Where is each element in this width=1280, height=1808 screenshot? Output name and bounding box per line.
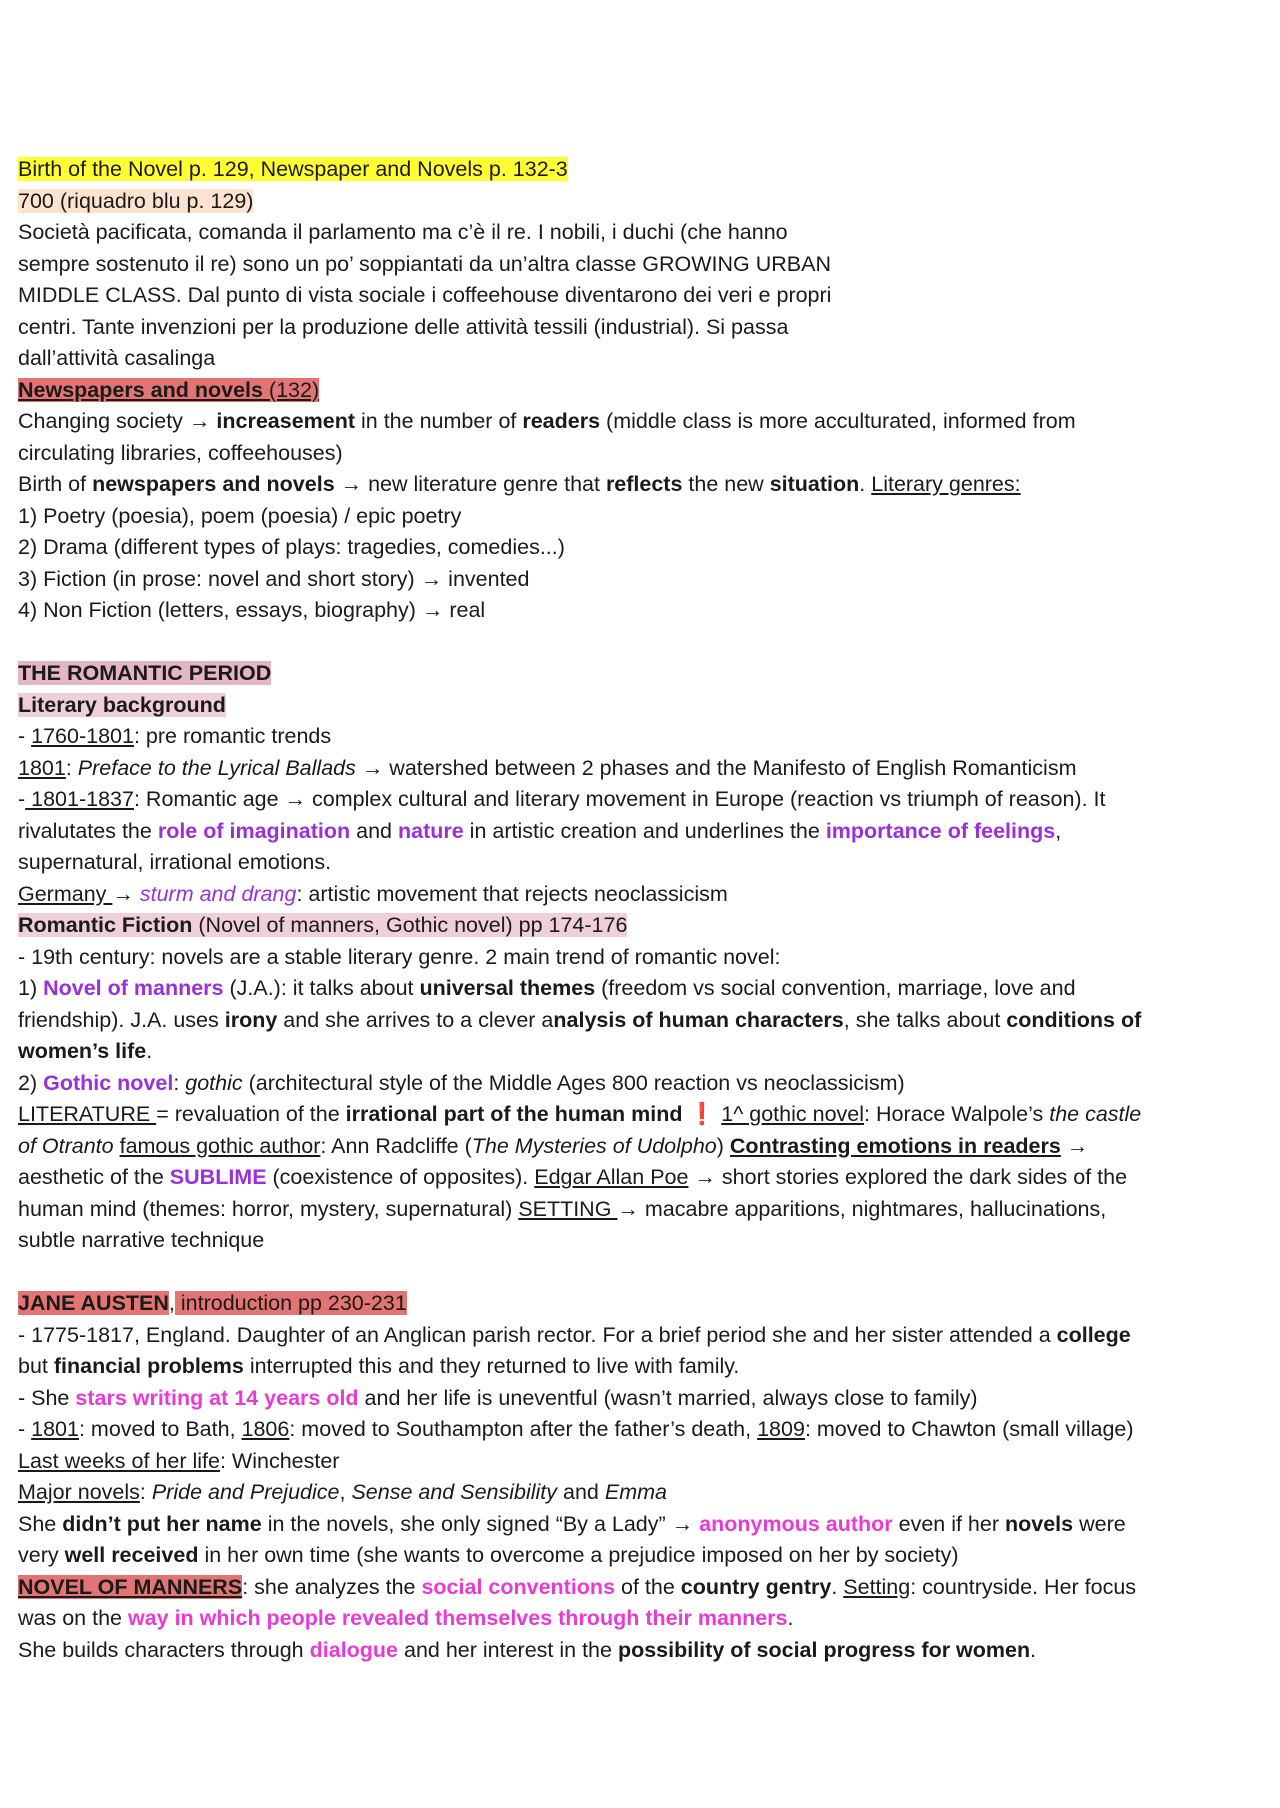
birth-line-2: sempre sostenuto il re) sono un po’ soppiantati da un’altra classe GROWING URBAN bbox=[18, 251, 831, 276]
austen-line-10 bbox=[18, 1603, 1268, 1635]
bold-text: situation bbox=[769, 472, 860, 496]
austen-line-8 bbox=[18, 1540, 1268, 1572]
newspapers-heading-text: Newspapers and novels bbox=[18, 377, 263, 402]
text: of the bbox=[615, 1574, 681, 1599]
gothic-line-2 bbox=[18, 1099, 1268, 1131]
birth-line-1: Società pacificata, comanda il parlamento ma c’è il re. I nobili, i duchi (che hanno bbox=[18, 220, 788, 244]
text: very bbox=[18, 1543, 65, 1567]
novel-of-manners-heading: NOVEL OF MANNERS bbox=[18, 1574, 243, 1599]
text: - bbox=[18, 724, 32, 748]
text: in her own time (she wants to overcome a prejudice imposed on her by society) bbox=[198, 1543, 959, 1567]
text: human mind (themes: horror, mystery, supernatural) bbox=[18, 1196, 519, 1221]
text: → watershed between 2 phases and the Manifesto of English Romanticism bbox=[355, 755, 1077, 780]
austen-line-1 bbox=[18, 1320, 1268, 1352]
birth-subtitle-line bbox=[18, 186, 1268, 218]
underlined-text: Last weeks of her life bbox=[18, 1448, 220, 1473]
bold-text: newspapers and novels bbox=[92, 472, 335, 496]
text: : pre romantic trends bbox=[133, 724, 332, 748]
underlined-text: 1801 bbox=[18, 755, 66, 780]
spacer bbox=[18, 627, 1268, 659]
text: but bbox=[18, 1354, 54, 1378]
literary-background-heading: Literary background bbox=[18, 692, 226, 717]
romantic-line-6 bbox=[18, 879, 1268, 911]
text: and she arrives to a clever a bbox=[277, 1007, 554, 1032]
purple-text: Gothic novel bbox=[43, 1070, 174, 1095]
text: : moved to Southampton after the father’s death, bbox=[289, 1417, 758, 1441]
gothic-line-5 bbox=[18, 1194, 1268, 1226]
text: . bbox=[1030, 1637, 1037, 1662]
bold-text: possibility of social progress for women bbox=[617, 1637, 1031, 1662]
romantic-heading-line bbox=[18, 658, 1268, 690]
text: rivalutates the bbox=[18, 818, 158, 843]
austen-line-6 bbox=[18, 1477, 1268, 1509]
bold-underlined-text: Contrasting emotions in readers bbox=[729, 1133, 1061, 1158]
bold-text: readers bbox=[522, 409, 601, 433]
text: : she analyzes the bbox=[242, 1574, 422, 1599]
underlined-text: SETTING bbox=[518, 1196, 618, 1221]
bold-text: conditions of bbox=[1006, 1007, 1142, 1032]
underlined-text: 1809 bbox=[757, 1417, 805, 1441]
austen-line-5 bbox=[18, 1446, 1268, 1478]
bold-text: didn’t put her name bbox=[62, 1511, 262, 1536]
text: the new bbox=[682, 472, 770, 496]
italic-text: Emma bbox=[604, 1480, 667, 1504]
text: and bbox=[557, 1480, 605, 1504]
birth-title-line bbox=[18, 154, 1268, 186]
literary-background-line bbox=[18, 690, 1268, 722]
text: (J.A.): it talks about bbox=[223, 976, 420, 1000]
italic-text: the castle bbox=[1049, 1102, 1142, 1126]
text: were bbox=[1073, 1511, 1126, 1536]
text: . bbox=[146, 1039, 153, 1063]
underlined-text: Literary genres: bbox=[871, 472, 1021, 496]
text: → short stories explored the dark sides of the bbox=[688, 1165, 1128, 1189]
austen-line-4 bbox=[18, 1414, 1268, 1446]
romantic-line-2 bbox=[18, 753, 1268, 785]
purple-italic-text: sturm and drang bbox=[139, 881, 297, 906]
underlined-text: LITERATURE bbox=[18, 1102, 157, 1126]
bold-text: increasement bbox=[216, 409, 356, 433]
magenta-text: dialogue bbox=[309, 1637, 399, 1662]
text: : bbox=[173, 1070, 186, 1095]
text: Changing society → bbox=[18, 409, 217, 433]
underlined-text: Setting bbox=[843, 1574, 911, 1599]
romantic-line-4 bbox=[18, 816, 1268, 848]
underlined-text: Major novels bbox=[18, 1480, 140, 1504]
text: : Ann Radcliffe ( bbox=[320, 1133, 472, 1158]
birth-title: Birth of the Novel p. 129, Newspaper and Novels p. 132-3 bbox=[18, 157, 568, 181]
underlined-text: 1801 bbox=[31, 1417, 79, 1441]
text: and her life is uneventful (wasn’t married, always close to family) bbox=[358, 1385, 978, 1410]
text: even if her bbox=[892, 1511, 1005, 1536]
bold-text: reflects bbox=[605, 472, 683, 496]
gothic-line-6: subtle narrative technique bbox=[18, 1228, 265, 1252]
text: → bbox=[112, 881, 140, 906]
text: : countryside. Her focus bbox=[910, 1574, 1137, 1599]
austen-intro: introduction pp 230-231 bbox=[174, 1291, 407, 1315]
text: Birth of bbox=[18, 472, 93, 496]
bold-text: college bbox=[1056, 1322, 1131, 1347]
text: . bbox=[831, 1574, 844, 1599]
magenta-text: anonymous author bbox=[699, 1511, 893, 1536]
birth-line-4: centri. Tante invenzioni per la produzione delle attività tessili (industrial). Si passa bbox=[18, 314, 789, 339]
text: ) bbox=[716, 1133, 730, 1158]
bold-text: irrational part of the human mind bbox=[345, 1102, 683, 1126]
austen-line-7 bbox=[18, 1509, 1268, 1541]
italic-text: Sense and Sensibility bbox=[351, 1480, 558, 1504]
austen-heading: JANE AUSTEN bbox=[18, 1291, 169, 1315]
text: = revaluation of the bbox=[156, 1102, 346, 1126]
text: friendship). J.A. uses bbox=[18, 1007, 225, 1032]
text: She bbox=[18, 1511, 63, 1536]
gothic-line-3 bbox=[18, 1131, 1268, 1163]
text: - bbox=[18, 1417, 32, 1441]
italic-text: The Mysteries of Udolpho bbox=[471, 1133, 717, 1158]
text: : Horace Walpole’s bbox=[864, 1102, 1050, 1126]
bold-text: universal themes bbox=[419, 976, 596, 1000]
text: 1) bbox=[18, 976, 44, 1000]
bold-text: nalysis of human characters bbox=[553, 1007, 844, 1032]
romantic-line-3 bbox=[18, 784, 1268, 816]
text: 2) bbox=[18, 1070, 44, 1095]
genre-item: 3) Fiction (in prose: novel and short story) → invented bbox=[18, 566, 530, 591]
text: She builds characters through bbox=[18, 1637, 310, 1662]
gothic-line-1 bbox=[18, 1068, 1268, 1100]
text: - She bbox=[18, 1385, 76, 1410]
genre-item: 1) Poetry (poesia), poem (poesia) / epic poetry bbox=[18, 503, 462, 528]
purple-text: nature bbox=[397, 818, 464, 843]
text: , bbox=[168, 1291, 175, 1315]
text: . bbox=[787, 1606, 794, 1630]
italic-text: Preface to the Lyrical Ballads bbox=[77, 755, 356, 780]
fiction-line-4 bbox=[18, 1036, 1268, 1068]
text: : artistic movement that rejects neoclassicism bbox=[296, 881, 728, 906]
bold-text: well received bbox=[64, 1543, 199, 1567]
text: - 1775-1817, England. Daughter of an Anglican parish rector. For a brief period she and her sister attended a bbox=[18, 1322, 1057, 1347]
text: in artistic creation and underlines the bbox=[463, 818, 826, 843]
newspapers-line-2: circulating libraries, coffeehouses) bbox=[18, 440, 343, 465]
text: (Novel of manners, Gothic novel) pp 174-176 bbox=[192, 913, 628, 937]
gothic-line-4 bbox=[18, 1162, 1268, 1194]
text: and her interest in the bbox=[398, 1637, 618, 1662]
text: , bbox=[1055, 818, 1062, 843]
text: (freedom vs social convention, marriage, love and bbox=[595, 976, 1076, 1000]
text: was on the bbox=[18, 1606, 128, 1630]
magenta-text: way in which people revealed themselves through their manners bbox=[127, 1606, 788, 1630]
text: → new literature genre that bbox=[334, 472, 606, 496]
text: : Winchester bbox=[219, 1448, 340, 1473]
magenta-text: stars writing at 14 years old bbox=[75, 1385, 359, 1410]
italic-text: of Otranto bbox=[18, 1133, 114, 1158]
text: (architectural style of the Middle Ages 800 reaction vs neoclassicism) bbox=[242, 1070, 905, 1095]
birth-line-3: MIDDLE CLASS. Dal punto di vista sociale i coffeehouse diventarono dei veri e propri bbox=[18, 283, 832, 307]
bold-text: Romantic Fiction bbox=[18, 913, 193, 937]
text: interrupted this and they returned to live with family. bbox=[243, 1354, 740, 1378]
bold-text: country gentry bbox=[680, 1574, 832, 1599]
fiction-line-3 bbox=[18, 1005, 1268, 1037]
newspapers-line-1 bbox=[18, 406, 1268, 438]
text: (coexistence of opposites). bbox=[266, 1165, 535, 1189]
newspapers-heading bbox=[18, 378, 319, 402]
text: : Romantic age → complex cultural and literary movement in Europe (reaction vs triumph of reason). It bbox=[133, 787, 1106, 811]
text: aesthetic of the bbox=[18, 1165, 170, 1189]
bold-text: irony bbox=[224, 1007, 278, 1032]
underlined-text: Edgar Allan Poe bbox=[534, 1165, 689, 1189]
text: → macabre apparitions, nightmares, hallucinations, bbox=[617, 1196, 1107, 1221]
spacer bbox=[18, 1257, 1268, 1289]
magenta-text: social conventions bbox=[421, 1574, 616, 1599]
text: → bbox=[1060, 1133, 1089, 1158]
italic-text: gothic bbox=[185, 1070, 243, 1095]
text: - bbox=[18, 787, 26, 811]
romantic-line-1 bbox=[18, 721, 1268, 753]
bold-text: novels bbox=[1004, 1511, 1074, 1536]
bold-text: financial problems bbox=[53, 1354, 244, 1378]
romantic-fiction-line bbox=[18, 910, 1268, 942]
austen-line-9 bbox=[18, 1572, 1268, 1604]
text: , she talks about bbox=[843, 1007, 1007, 1032]
genre-item: 2) Drama (different types of plays: tragedies, comedies...) bbox=[18, 535, 565, 559]
purple-text: importance of feelings bbox=[825, 818, 1056, 843]
underlined-text: 1801-1837 bbox=[25, 787, 134, 811]
genre-item: 4) Non Fiction (letters, essays, biography) → real bbox=[18, 598, 486, 622]
austen-line-3 bbox=[18, 1383, 1268, 1415]
birth-subtitle: 700 (riquadro blu p. 129) bbox=[18, 188, 254, 213]
newspapers-heading-page: (132) bbox=[262, 377, 320, 402]
text: : moved to Bath, bbox=[78, 1417, 242, 1441]
underlined-text: 1760-1801 bbox=[31, 724, 134, 748]
exclamation-icon: ❗ bbox=[688, 1102, 716, 1126]
austen-heading-line bbox=[18, 1288, 1268, 1320]
bold-text: women’s life bbox=[18, 1039, 147, 1063]
romantic-line-5: supernatural, irrational emotions. bbox=[18, 850, 332, 874]
fiction-line-1: - 19th century: novels are a stable literary genre. 2 main trend of romantic novel: bbox=[18, 944, 781, 969]
text: : bbox=[65, 755, 78, 780]
purple-text: role of imagination bbox=[157, 818, 351, 843]
text: in the number of bbox=[355, 409, 523, 433]
text: : bbox=[139, 1480, 152, 1504]
purple-text: SUBLIME bbox=[169, 1165, 267, 1189]
romantic-heading: THE ROMANTIC PERIOD bbox=[18, 661, 272, 685]
austen-line-11 bbox=[18, 1635, 1268, 1667]
text: , bbox=[339, 1480, 352, 1504]
text: (middle class is more acculturated, informed from bbox=[600, 409, 1076, 433]
underlined-text: 1806 bbox=[241, 1417, 290, 1441]
underlined-text: 1^ gothic novel bbox=[721, 1102, 865, 1126]
italic-text: Pride and Prejudice bbox=[151, 1480, 340, 1504]
text: in the novels, she only signed “By a Lady” → bbox=[261, 1511, 700, 1536]
austen-line-2 bbox=[18, 1351, 1268, 1383]
fiction-line-2 bbox=[18, 973, 1268, 1005]
document-page bbox=[18, 154, 1268, 1666]
underlined-text: Germany bbox=[18, 881, 113, 906]
text: . bbox=[859, 472, 872, 496]
birth-line-5: dall’attività casalinga bbox=[18, 346, 216, 370]
newspapers-line-3 bbox=[18, 469, 1268, 501]
underlined-text: famous gothic author bbox=[119, 1133, 321, 1158]
text: and bbox=[350, 818, 398, 843]
purple-text: Novel of manners bbox=[43, 976, 224, 1000]
text: : moved to Chawton (small village) bbox=[804, 1417, 1134, 1441]
romantic-fiction-heading bbox=[18, 913, 627, 937]
newspapers-heading-line bbox=[18, 375, 1268, 407]
